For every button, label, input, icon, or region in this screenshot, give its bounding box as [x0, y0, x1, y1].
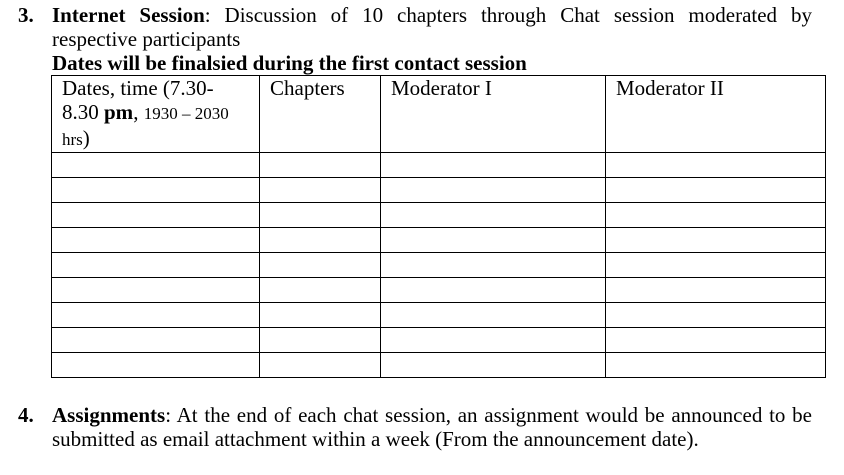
section-text: : At the end of each chat session, an assignment would be announced to be submitted as email attachment within a week (From the announcement date). [52, 403, 812, 451]
table-cell [260, 353, 381, 378]
table-cell [381, 153, 606, 178]
table-row [52, 178, 826, 203]
table-cell [606, 203, 826, 228]
table-cell [52, 178, 260, 203]
table-cell [381, 178, 606, 203]
table-header-row [52, 76, 826, 153]
table-cell [260, 153, 381, 178]
table-cell [52, 328, 260, 353]
table-row [52, 153, 826, 178]
table-cell [260, 303, 381, 328]
table-row [52, 353, 826, 378]
table-cell [260, 328, 381, 353]
table-row [52, 253, 826, 278]
section-number: 4. [18, 403, 34, 427]
table-row [52, 228, 826, 253]
table-cell [260, 178, 381, 203]
table-cell [381, 353, 606, 378]
table-cell [606, 303, 826, 328]
table-cell [52, 153, 260, 178]
table-cell [381, 278, 606, 303]
table-cell [606, 153, 826, 178]
table-cell [606, 253, 826, 278]
header-moderator-1: Moderator I [381, 76, 606, 153]
table-row [52, 328, 826, 353]
table-cell [381, 228, 606, 253]
table-cell [260, 253, 381, 278]
header-dates-time: Dates, time (7.30-8.30 pm, 1930 – 2030 hrs) [52, 76, 260, 153]
table-cell [52, 203, 260, 228]
table-cell [260, 278, 381, 303]
header-moderator-2: Moderator II [606, 76, 826, 153]
table-cell [52, 253, 260, 278]
table-cell [381, 303, 606, 328]
section-text: : Discussion of 10 chapters through Chat session moderated by respective participants [52, 3, 812, 51]
table-cell [52, 353, 260, 378]
table-cell [52, 278, 260, 303]
schedule-table [51, 75, 826, 378]
table-cell [606, 178, 826, 203]
table-cell [606, 228, 826, 253]
table-body [52, 153, 826, 378]
section-heading: Internet Session [52, 3, 205, 27]
dates-note: Dates will be finalsied during the first contact session [52, 51, 527, 75]
table-cell [381, 253, 606, 278]
header-chapters: Chapters [260, 76, 381, 153]
table-cell [606, 328, 826, 353]
section-paragraph [52, 3, 812, 51]
table-row [52, 203, 826, 228]
table-cell [606, 353, 826, 378]
table-cell [381, 328, 606, 353]
table-cell [381, 203, 606, 228]
table-cell [260, 203, 381, 228]
section-paragraph [52, 403, 812, 451]
section-number: 3. [18, 3, 34, 27]
table-row [52, 278, 826, 303]
table-cell [52, 228, 260, 253]
table-cell [52, 303, 260, 328]
table-row [52, 303, 826, 328]
table-cell [606, 278, 826, 303]
table-cell [260, 228, 381, 253]
section-heading: Assignments [52, 403, 166, 427]
